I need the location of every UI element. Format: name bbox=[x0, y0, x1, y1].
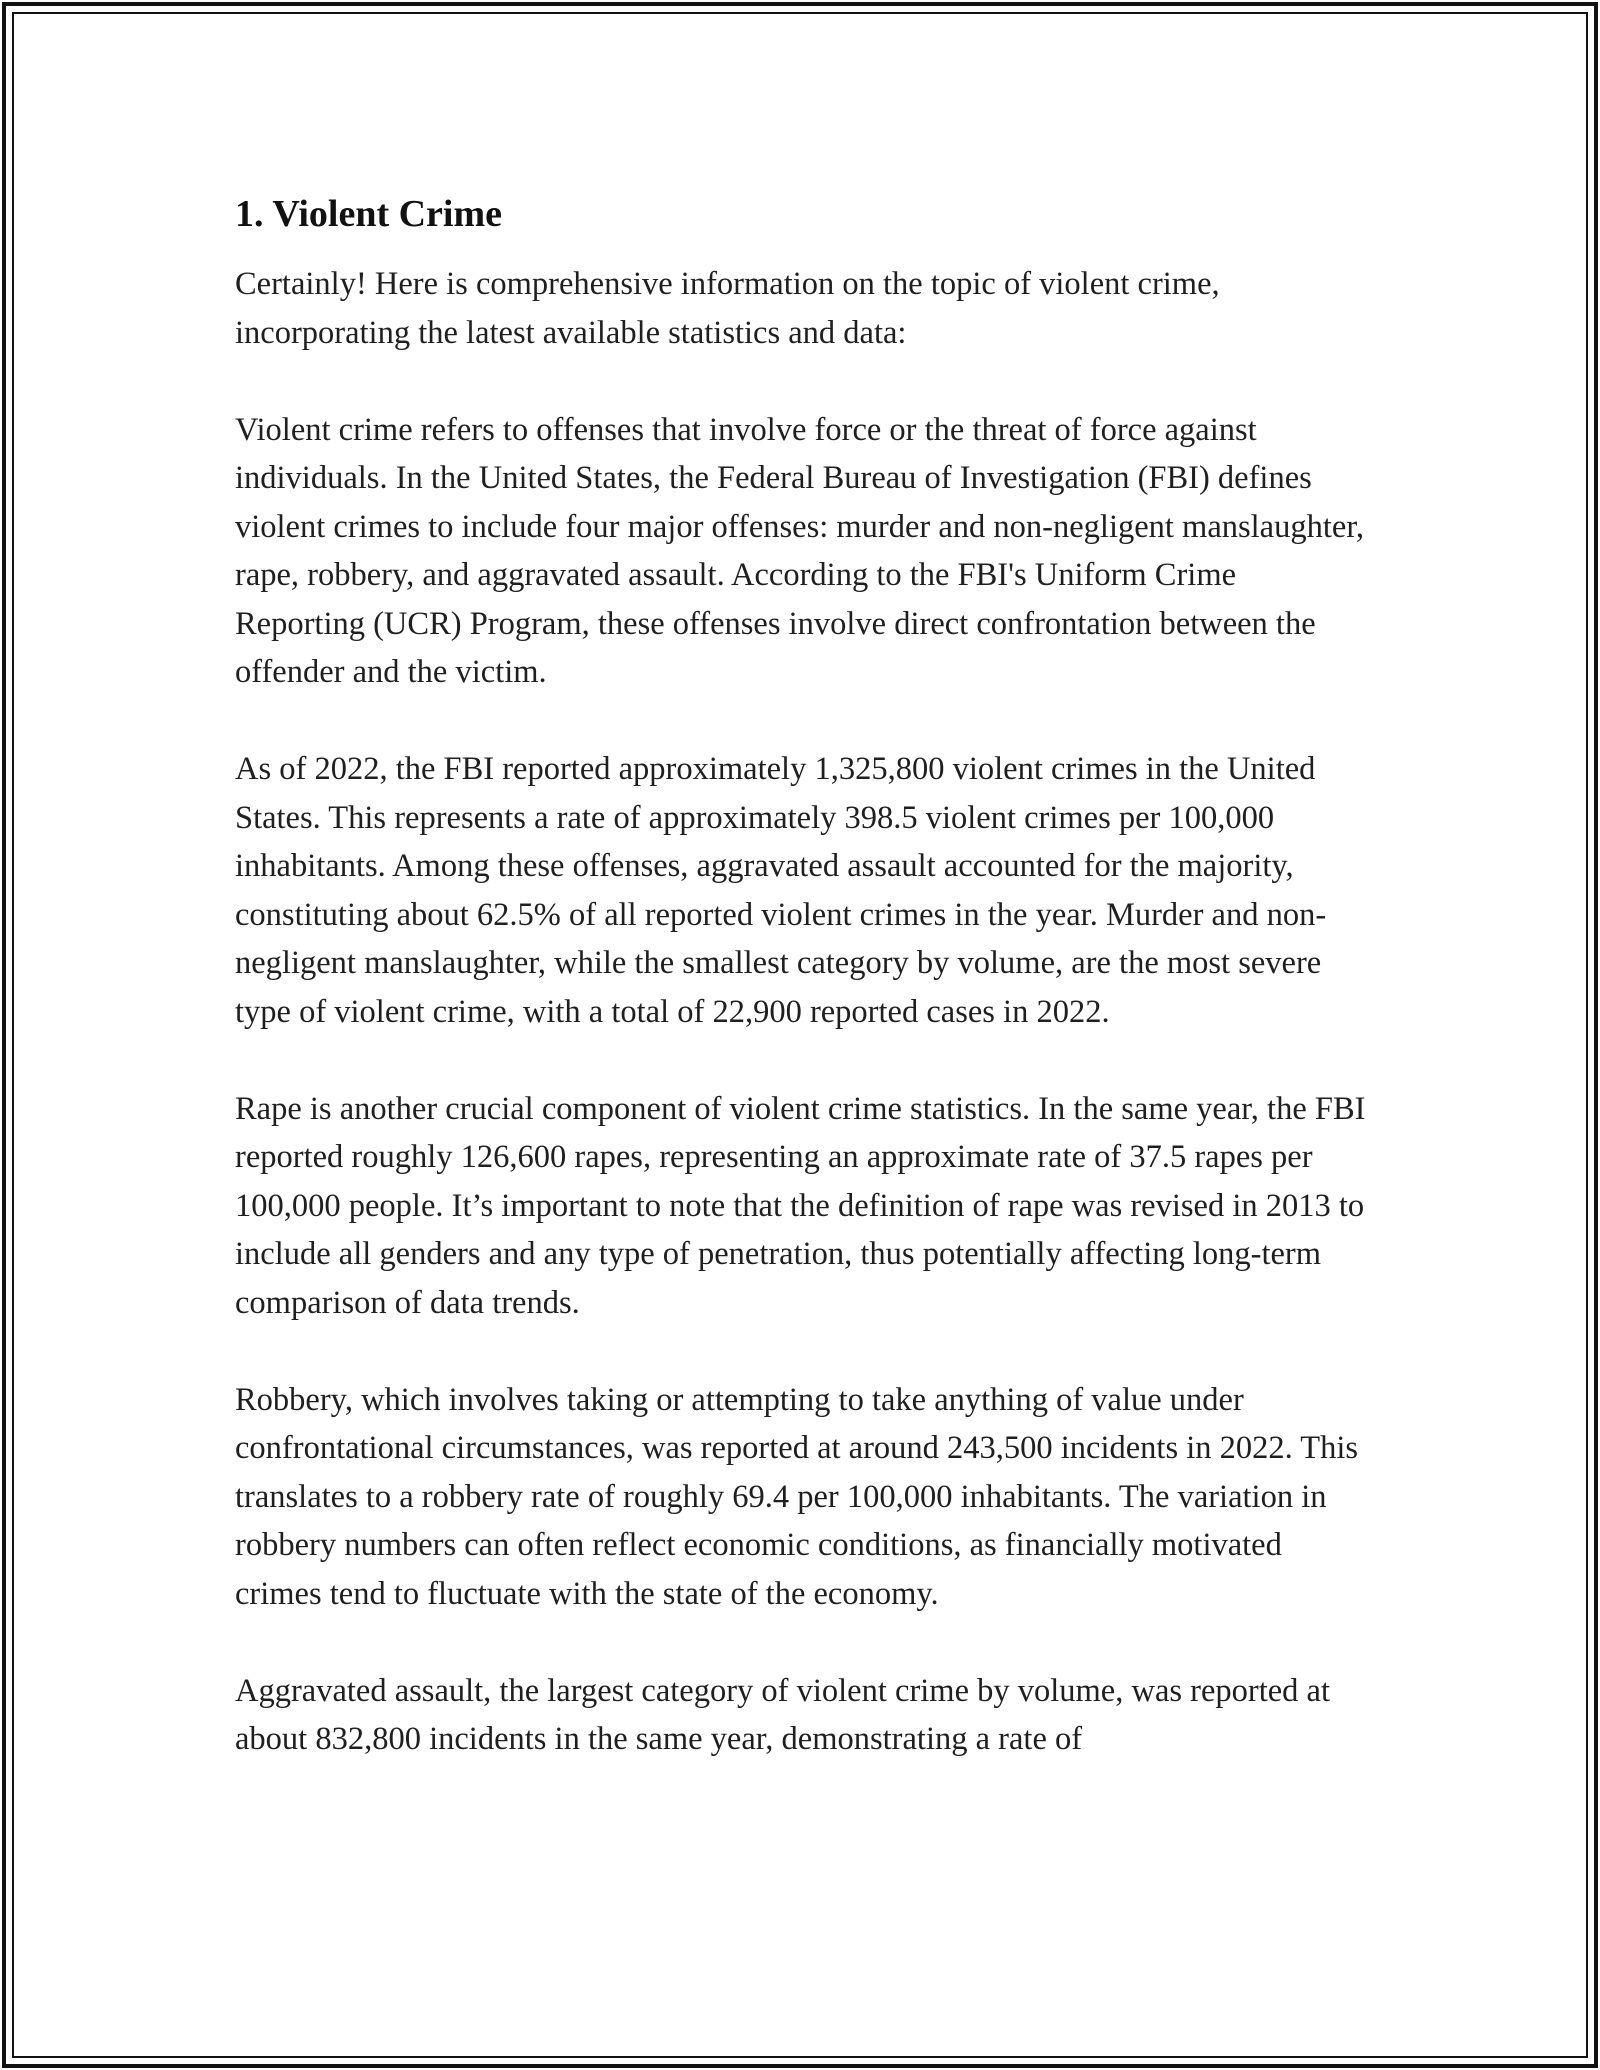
paragraph-robbery: Robbery, which involves taking or attempting to take anything of value under confrontational circumstances, was reported at around 243,500 incidents in 2022. This translates to a robbery rate of roughly 69.4 per 100,000 inhabitants. The variation in robbery numbers can often reflect economic conditions, as financially motivated crimes tend to fluctuate with the state of the economy. bbox=[235, 1381, 1359, 1612]
paragraph-intro: Certainly! Here is comprehensive information on the topic of violent crime, incorporating the latest available statistics and data: bbox=[235, 266, 1220, 351]
paragraph-aggravated-assault: Aggravated assault, the largest category of violent crime by volume, was reported at about 832,800 incidents in the same year, demonstrating a rate of bbox=[235, 1672, 1331, 1757]
paragraph-rape: Rape is another crucial component of violent crime statistics. In the same year, the FBI reported roughly 126,600 rapes, representing an approximate rate of 37.5 rapes per 100,000 people. It’s important to note that the definition of rape was revised in 2013 to include all genders and any type of penetration, thus potentially affecting long-term comparison of data trends. bbox=[235, 1090, 1366, 1321]
section-heading: 1. Violent Crime bbox=[235, 193, 503, 235]
paragraph-overall-statistics: As of 2022, the FBI reported approximately 1,325,800 violent crimes in the United States. This represents a rate of approximately 398.5 violent crimes per 100,000 inhabitants. Among these offenses, aggravated assault accounted for the majority, constituting about 62.5% of all reported violent crimes in the year. Murder and non-negligent manslaughter, while the smallest category by volume, are the most severe type of violent crime, with a total of 22,900 reported cases in 2022. bbox=[235, 751, 1327, 1030]
paragraph-definition: Violent crime refers to offenses that involve force or the threat of force against individuals. In the United States, the Federal Bureau of Investigation (FBI) defines violent crimes to include four major offenses: murder and non-negligent manslaughter, rape, robbery, and aggravated assault. According to the FBI's Uniform Crime Reporting (UCR) Program, these offenses involve direct confrontation between the offender and the victim. bbox=[235, 411, 1364, 690]
document-body bbox=[235, 188, 1370, 1812]
